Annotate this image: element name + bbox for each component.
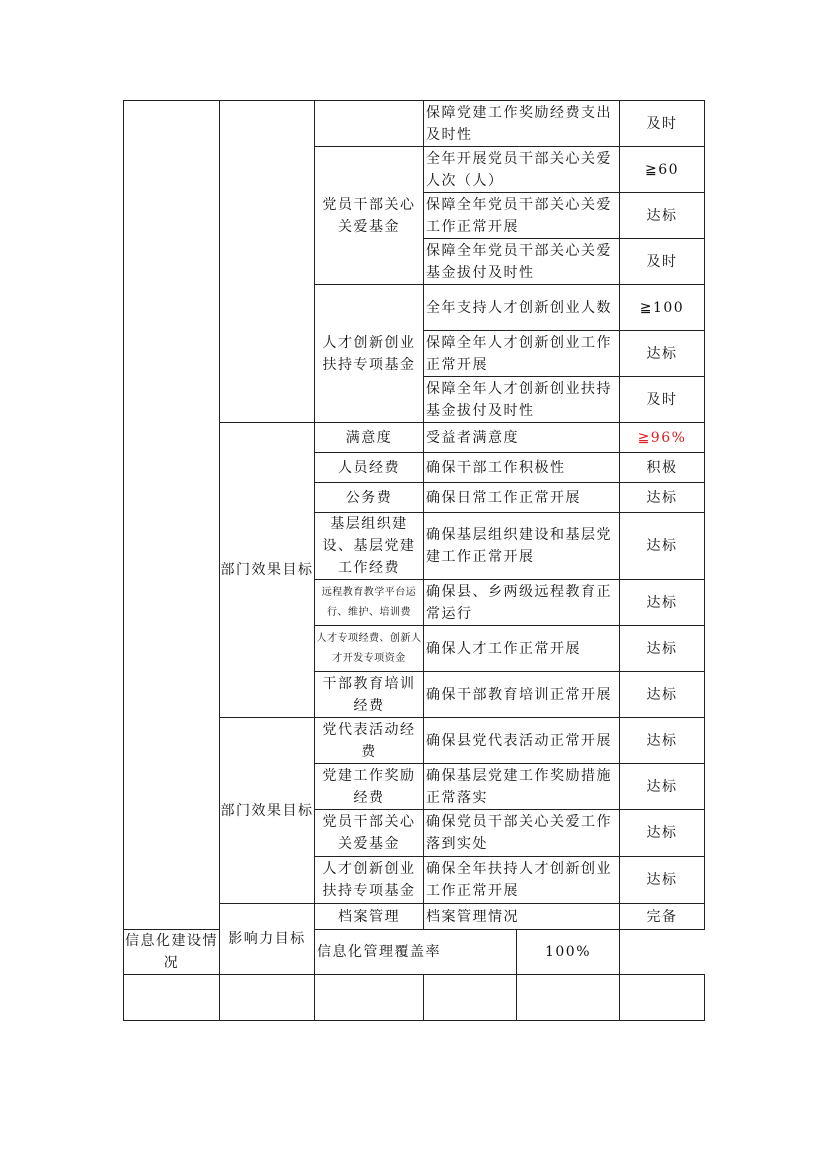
indicator-cell: 确保人才工作正常开展: [424, 626, 620, 672]
performance-target-table: [123, 100, 705, 1021]
indicator-cell: 全年支持人才创新创业人数: [424, 285, 620, 331]
target-value-cell: 达标: [620, 857, 705, 904]
target-value-cell: 达标: [620, 193, 705, 239]
table-row: [124, 101, 705, 147]
category-cell: 影响力目标: [220, 904, 315, 975]
table-row: [124, 930, 705, 975]
indicator-cell: 受益者满意度: [424, 423, 620, 453]
indicator-cell: 保障全年人才创新创业工作正常开展: [424, 331, 620, 377]
blank-cell: [220, 975, 315, 1021]
target-value-cell: 及时: [620, 101, 705, 147]
blank-cell: [315, 975, 424, 1021]
item-cell: 档案管理: [315, 904, 424, 930]
target-value-cell: 达标: [620, 810, 705, 857]
indicator-cell: 档案管理情况: [424, 904, 620, 930]
item-cell: 干部教育培训经费: [315, 672, 424, 718]
item-cell: 远程教育教学平台运行、维护、培训费: [315, 580, 424, 626]
blank-cell: [517, 975, 620, 1021]
indicator-cell: 确保干部教育培训正常开展: [424, 672, 620, 718]
target-value-cell: 100%: [517, 930, 620, 975]
indicator-cell: 确保党员干部关心关爱工作落到实处: [424, 810, 620, 857]
target-value-cell: ≧60: [620, 147, 705, 193]
item-cell: 信息化建设情况: [124, 930, 220, 975]
item-cell: 党建工作奖励经费: [315, 764, 424, 810]
target-value-cell: 达标: [620, 580, 705, 626]
blank-cell: [620, 975, 705, 1021]
target-value-cell: 及时: [620, 239, 705, 285]
target-value-cell: 达标: [620, 626, 705, 672]
item-cell: 人才创新创业扶持专项基金: [315, 285, 424, 423]
indicator-cell: 确保基层组织建设和基层党建工作正常开展: [424, 513, 620, 580]
target-value-cell: 达标: [620, 718, 705, 764]
target-value-cell: 积极: [620, 453, 705, 483]
indicator-cell: 确保全年扶持人才创新创业工作正常开展: [424, 857, 620, 904]
item-cell: 基层组织建设、基层党建工作经费: [315, 513, 424, 580]
indicator-cell: 确保干部工作积极性: [424, 453, 620, 483]
category-cell: 部门效果目标: [220, 718, 315, 904]
indicator-cell: 保障全年党员干部关心关爱基金拔付及时性: [424, 239, 620, 285]
target-value-cell: ≧96%: [620, 423, 705, 453]
indicator-cell: 确保基层党建工作奖励措施正常落实: [424, 764, 620, 810]
item-cell: 公务费: [315, 483, 424, 513]
indicator-cell: 确保日常工作正常开展: [424, 483, 620, 513]
category-cell: 部门效果目标: [220, 423, 315, 718]
indicator-cell: 确保县党代表活动正常开展: [424, 718, 620, 764]
target-value-cell: 完备: [620, 904, 705, 930]
blank-category-cell: [220, 101, 315, 423]
indicator-cell: 保障全年党员干部关心关爱工作正常开展: [424, 193, 620, 239]
target-value-cell: 达标: [620, 764, 705, 810]
target-value-cell: 及时: [620, 377, 705, 423]
blank-item-cell: [315, 101, 424, 147]
target-value-cell: 达标: [620, 513, 705, 580]
item-cell: 人员经费: [315, 453, 424, 483]
indicator-cell: 信息化管理覆盖率: [315, 930, 517, 975]
other-notes-label: [124, 975, 220, 1021]
item-cell: 党员干部关心关爱基金: [315, 810, 424, 857]
item-cell: 党员干部关心关爱基金: [315, 147, 424, 285]
item-cell: 人才创新创业扶持专项基金: [315, 857, 424, 904]
blank-cell: [424, 975, 517, 1021]
item-cell: 人才专项经费、创新人才开发专项资金: [315, 626, 424, 672]
target-value-cell: 达标: [620, 672, 705, 718]
target-value-cell: ≧100: [620, 285, 705, 331]
item-cell: 满意度: [315, 423, 424, 453]
indicator-cell: 全年开展党员干部关心关爱人次（人）: [424, 147, 620, 193]
item-cell: 党代表活动经费: [315, 718, 424, 764]
outer-blank-cell: [124, 101, 220, 930]
indicator-cell: 保障党建工作奖励经费支出及时性: [424, 101, 620, 147]
indicator-cell: 保障全年人才创新创业扶持基金拔付及时性: [424, 377, 620, 423]
target-value-cell: 达标: [620, 331, 705, 377]
indicator-cell: 确保县、乡两级远程教育正常运行: [424, 580, 620, 626]
table-row: [124, 975, 705, 1021]
target-value-cell: 达标: [620, 483, 705, 513]
